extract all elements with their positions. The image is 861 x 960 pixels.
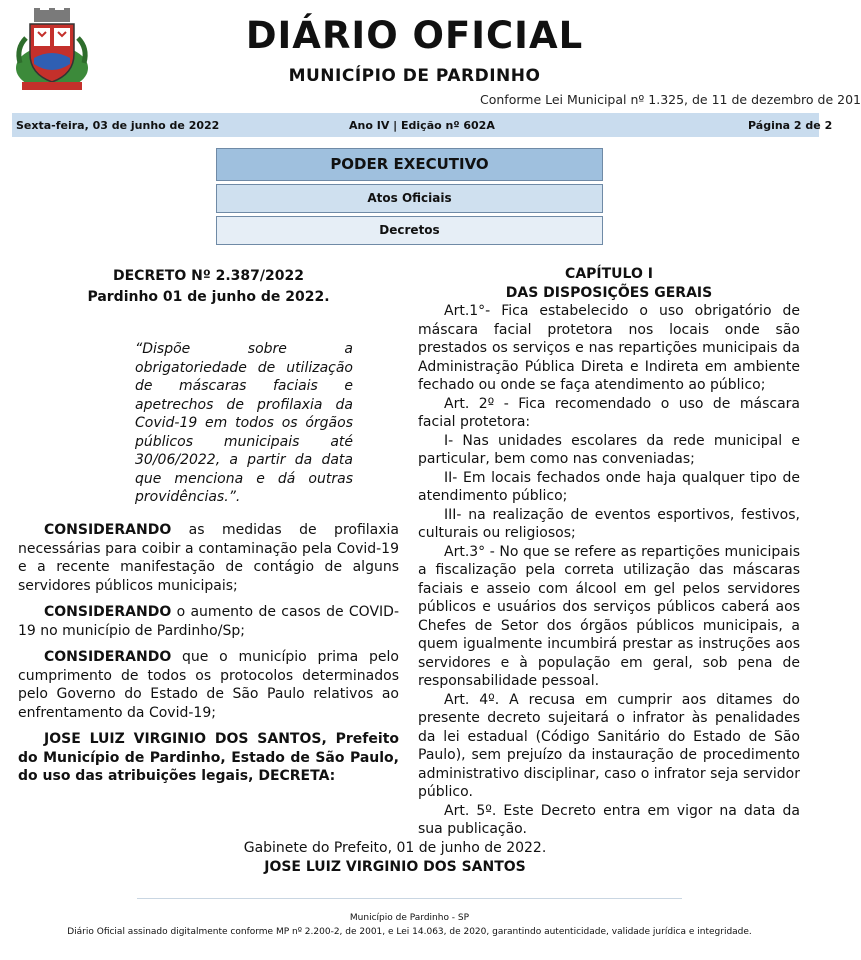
section-branch: PODER EXECUTIVO: [216, 148, 603, 181]
section-category: Atos Oficiais: [216, 184, 603, 213]
issue-date: Sexta-feira, 03 de junho de 2022: [16, 119, 220, 132]
considerando-2: CONSIDERANDO o aumento de casos de COVID-19 no município de Pardinho/Sp;: [18, 604, 399, 639]
info-bar: [12, 113, 833, 137]
footer-municipality: Município de Pardinho - SP: [349, 913, 470, 923]
decree-place-date: Pardinho 01 de junho de 2022.: [87, 288, 330, 305]
chapter-subtitle: DAS DISPOSIÇÕES GERAIS: [505, 284, 713, 301]
decree-summary: “Dispõe sobre a obrigatoriedade de utilização de máscaras faciais e apetrechos de profilaxia da Covid-19 em todos os órgãos públicos municipais até 30/06/2022, a partir da data que menciona e dá outras providências.”.: [135, 341, 353, 505]
law-reference: Conforme Lei Municipal nº 1.325, de 11 de dezembro de 201: [480, 92, 861, 107]
footer-divider: [137, 898, 682, 899]
signature-office: Gabinete do Prefeito, 01 de junho de 2022.: [243, 840, 547, 856]
article-2-item-1: I- Nas unidades escolares da rede municipal e particular, bem como nas conveniadas;: [418, 432, 800, 467]
article-4: Art. 4º. A recusa em cumprir aos ditames do presente decreto sujeitará o infrator às penalidades da lei estadual (Código Sanitário do Estado de São Paulo), sem prejuízo da instauração de procedimento administrativo disciplinar, caso o infrator seja servidor público.: [418, 691, 800, 800]
article-1: Art.1°- Fica estabelecido o uso obrigatório de máscara facial protetora nos locais onde são prestados os serviços e nas repartições municipais da Administração Pública Direta e Indireta em ambiente fechado ou onde se faça atendimento ao público;: [418, 303, 800, 393]
municipality-name: MUNICÍPIO DE PARDINHO: [288, 66, 541, 86]
signature-name: JOSE LUIZ VIRGINIO DOS SANTOS: [264, 858, 526, 875]
decreta-paragraph: JOSE LUIZ VIRGINIO DOS SANTOS, Prefeito do Município de Pardinho, Estado de São Paulo, do uso das atribuições legais, DECRETA:: [18, 731, 399, 784]
article-5: Art. 5º. Este Decreto entra em vigor na data da sua publicação.: [418, 802, 800, 837]
considerando-1: CONSIDERANDO as medidas de profilaxia necessárias para coibir a contaminação pela Covid-19 e a recente manifestação de contágio de alguns servidores públicos municipais;: [18, 522, 399, 594]
article-2: Art. 2º - Fica recomendado o uso de máscara facial protetora:: [418, 395, 800, 430]
footer-signature-notice: Diário Oficial assinado digitalmente conforme MP nº 2.200-2, de 2001, e Lei 14.063, de 2020, garantindo autenticidade, validade jurídica e integridade.: [67, 927, 752, 937]
page-number: Página 2 de 2: [748, 119, 833, 132]
article-2-item-3: III- na realização de eventos esportivos, festivos, culturais ou religiosos;: [418, 506, 800, 541]
edition-number: Ano IV | Edição nº 602A: [349, 119, 495, 132]
section-subcategory: Decretos: [216, 216, 603, 245]
newspaper-title: DIÁRIO OFICIAL: [245, 14, 584, 57]
considerando-3: CONSIDERANDO que o município prima pelo cumprimento de todos os protocolos determinados pelo Governo do Estado de São Paulo relativos ao enfrentamento da Covid-19;: [18, 649, 399, 721]
chapter-title: CAPÍTULO I: [565, 266, 653, 282]
decree-number: DECRETO Nº 2.387/2022: [113, 268, 304, 284]
article-2-item-2: II- Em locais fechados onde haja qualquer tipo de atendimento público;: [418, 469, 800, 504]
article-3: Art.3° - No que se refere as repartições municipais a fiscalização pela correta utilização das máscaras faciais e asseio com álcool em gel pelos servidores públicos e usuários dos serviços públicos caberá aos Chefes de Setor dos órgãos públicos municipais, a quem igualmente incumbirá prestar as instruções aos servidores e à população em geral, sob pena de responsabilidade pessoal.: [418, 543, 800, 689]
